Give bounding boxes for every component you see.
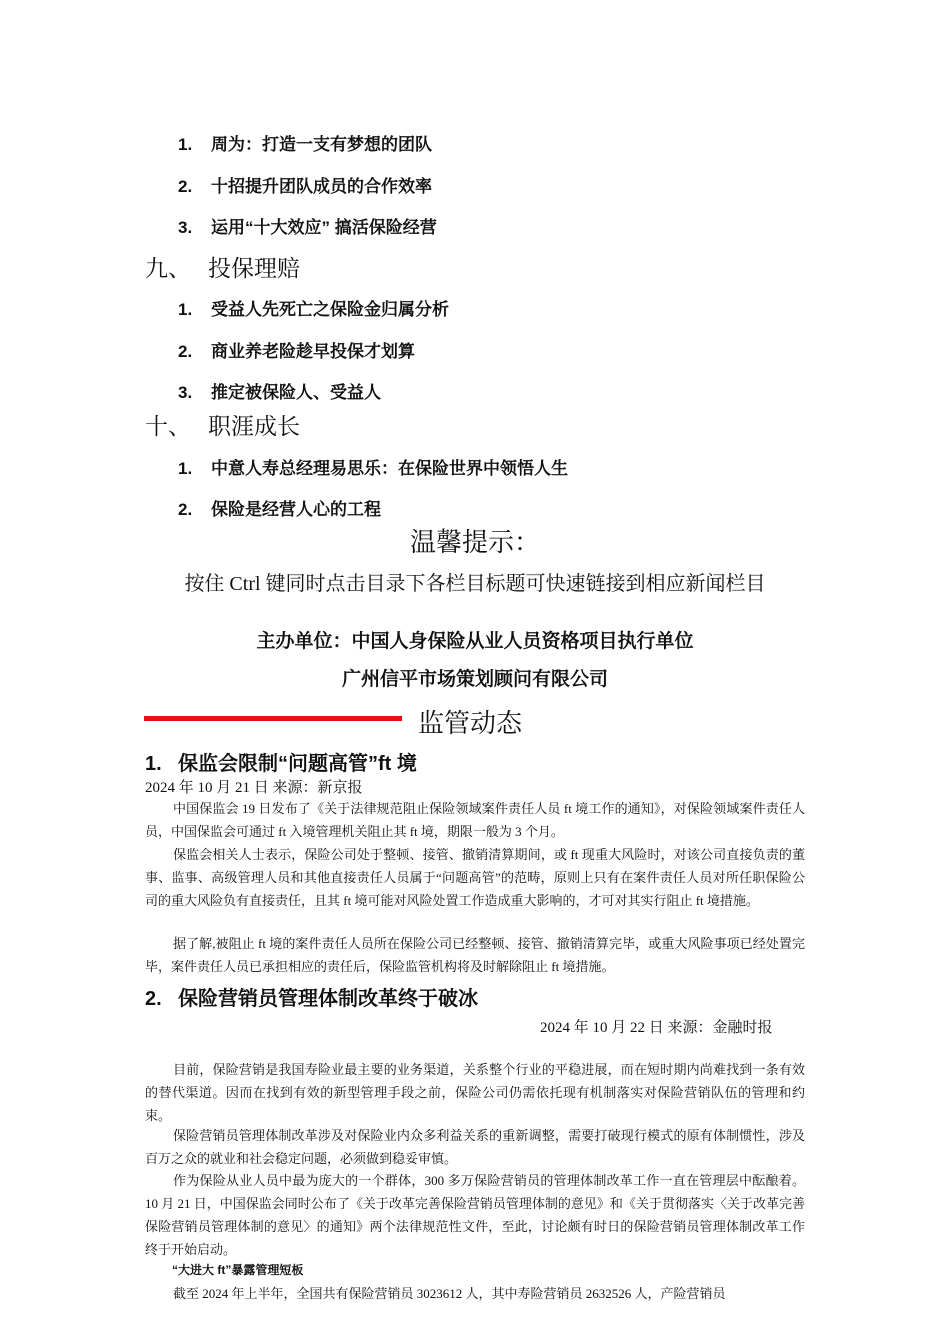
- section-title: 监管动态: [418, 708, 523, 738]
- toc-section-heading[interactable]: 九、 投保理赔: [145, 255, 300, 281]
- article-meta: 2024 年 10 月 21 日 来源：新京报: [145, 780, 363, 796]
- article-paragraph: 保监会相关人士表示，保险公司处于整顿、接管、撤销清算期间，或 ft 现重大风险时，对该公司直接负责的董事、监事、高级管理人员和其他直接责任人员属于“问题高管”的范畴，原则上只有在案件责任人员对所任职保险公司的重大风险负有直接责任，且其 ft 境可能对风险处置工作造成重大影响的，才可对其实行阻止 ft 境措施。: [145, 847, 805, 908]
- article-paragraph: 中国保监会 19 日发布了《关于法律规范阻止保险领域案件责任人员 ft 境工作的通知》，对保险领域案件责任人员，中国保监会可通过 ft 入境管理机关阻止其 ft 境，期限一般为 3 个月。: [145, 801, 805, 839]
- article-paragraph: 目前，保险营销是我国寿险业最主要的业务渠道，关系整个行业的平稳进展，而在短时期内尚难找到一条有效的替代渠道。因而在找到有效的新型管理手段之前，保险公司仍需依托现有机制落实对保险营销队伍的管理和约束。: [145, 1062, 805, 1123]
- sponsor-line: 主办单位：中国人身保险从业人员资格项目执行单位: [256, 631, 694, 652]
- sponsor-company: 广州信平市场策划顾问有限公司: [341, 669, 608, 690]
- toc-section-heading[interactable]: 十、 职涯成长: [145, 413, 300, 439]
- toc-item[interactable]: 2. 商业养老险趁早投保才划算: [178, 342, 415, 361]
- section-accent-bar: [144, 716, 402, 721]
- article-title: 1. 保监会限制“问题高管”ft 境: [145, 753, 417, 775]
- article-meta: 2024 年 10 月 22 日 来源：金融时报: [540, 1020, 773, 1036]
- toc-item[interactable]: 1. 受益人先死亡之保险金归属分析: [178, 300, 449, 319]
- article-paragraph: 保险营销员管理体制改革涉及对保险业内众多利益关系的重新调整，需要打破现行模式的原有体制惯性，涉及百万之众的就业和社会稳定问题，必须做到稳妥审慎。: [145, 1128, 805, 1166]
- toc-item[interactable]: 1. 周为：打造一支有梦想的团队: [178, 135, 432, 154]
- article-subheading: “大进大 ft”暴露管理短板: [172, 1263, 304, 1277]
- article-title: 2. 保险营销员管理体制改革终于破冰: [145, 988, 478, 1010]
- toc-item[interactable]: 3. 运用“十大效应” 搞活保险经营: [178, 218, 437, 237]
- toc-item[interactable]: 2. 十招提升团队成员的合作效率: [178, 177, 432, 196]
- article-paragraph: 截至 2024 年上半年，全国共有保险营销员 3023612 人，其中寿险营销员 2632526 人，产险营销员: [173, 1286, 726, 1301]
- toc-item[interactable]: 1. 中意人寿总经理易思乐：在保险世界中领悟人生: [178, 459, 568, 478]
- toc-item[interactable]: 2. 保险是经营人心的工程: [178, 500, 381, 519]
- article-paragraph: 据了解,被阻止 ft 境的案件责任人员所在保险公司已经整顿、接管、撤销清算完毕，或重大风险事项已经处置完毕，案件责任人员已承担相应的责任后，保险监管机构将及时解除阻止 ft 境措施。: [145, 936, 805, 974]
- tips-text: 按住 Ctrl 键同时点击目录下各栏目标题可快速链接到相应新闻栏目: [184, 573, 766, 595]
- tips-title: 温馨提示：: [409, 527, 540, 557]
- toc-item[interactable]: 3. 推定被保险人、受益人: [178, 383, 381, 402]
- article-paragraph: 作为保险从业人员中最为庞大的一个群体，300 多万保险营销员的管理体制改革工作一直在管理层中酝酿着。10 月 21 日，中国保监会同时公布了《关于改革完善保险营销员管理体制的意见》和《关于贯彻落实〈关于改革完善保险营销员管理体制的意见〉的通知》两个法律规范性文件，至此，讨论颇有时日的保险营销员管理体制改革工作终于开始启动。: [145, 1173, 805, 1257]
